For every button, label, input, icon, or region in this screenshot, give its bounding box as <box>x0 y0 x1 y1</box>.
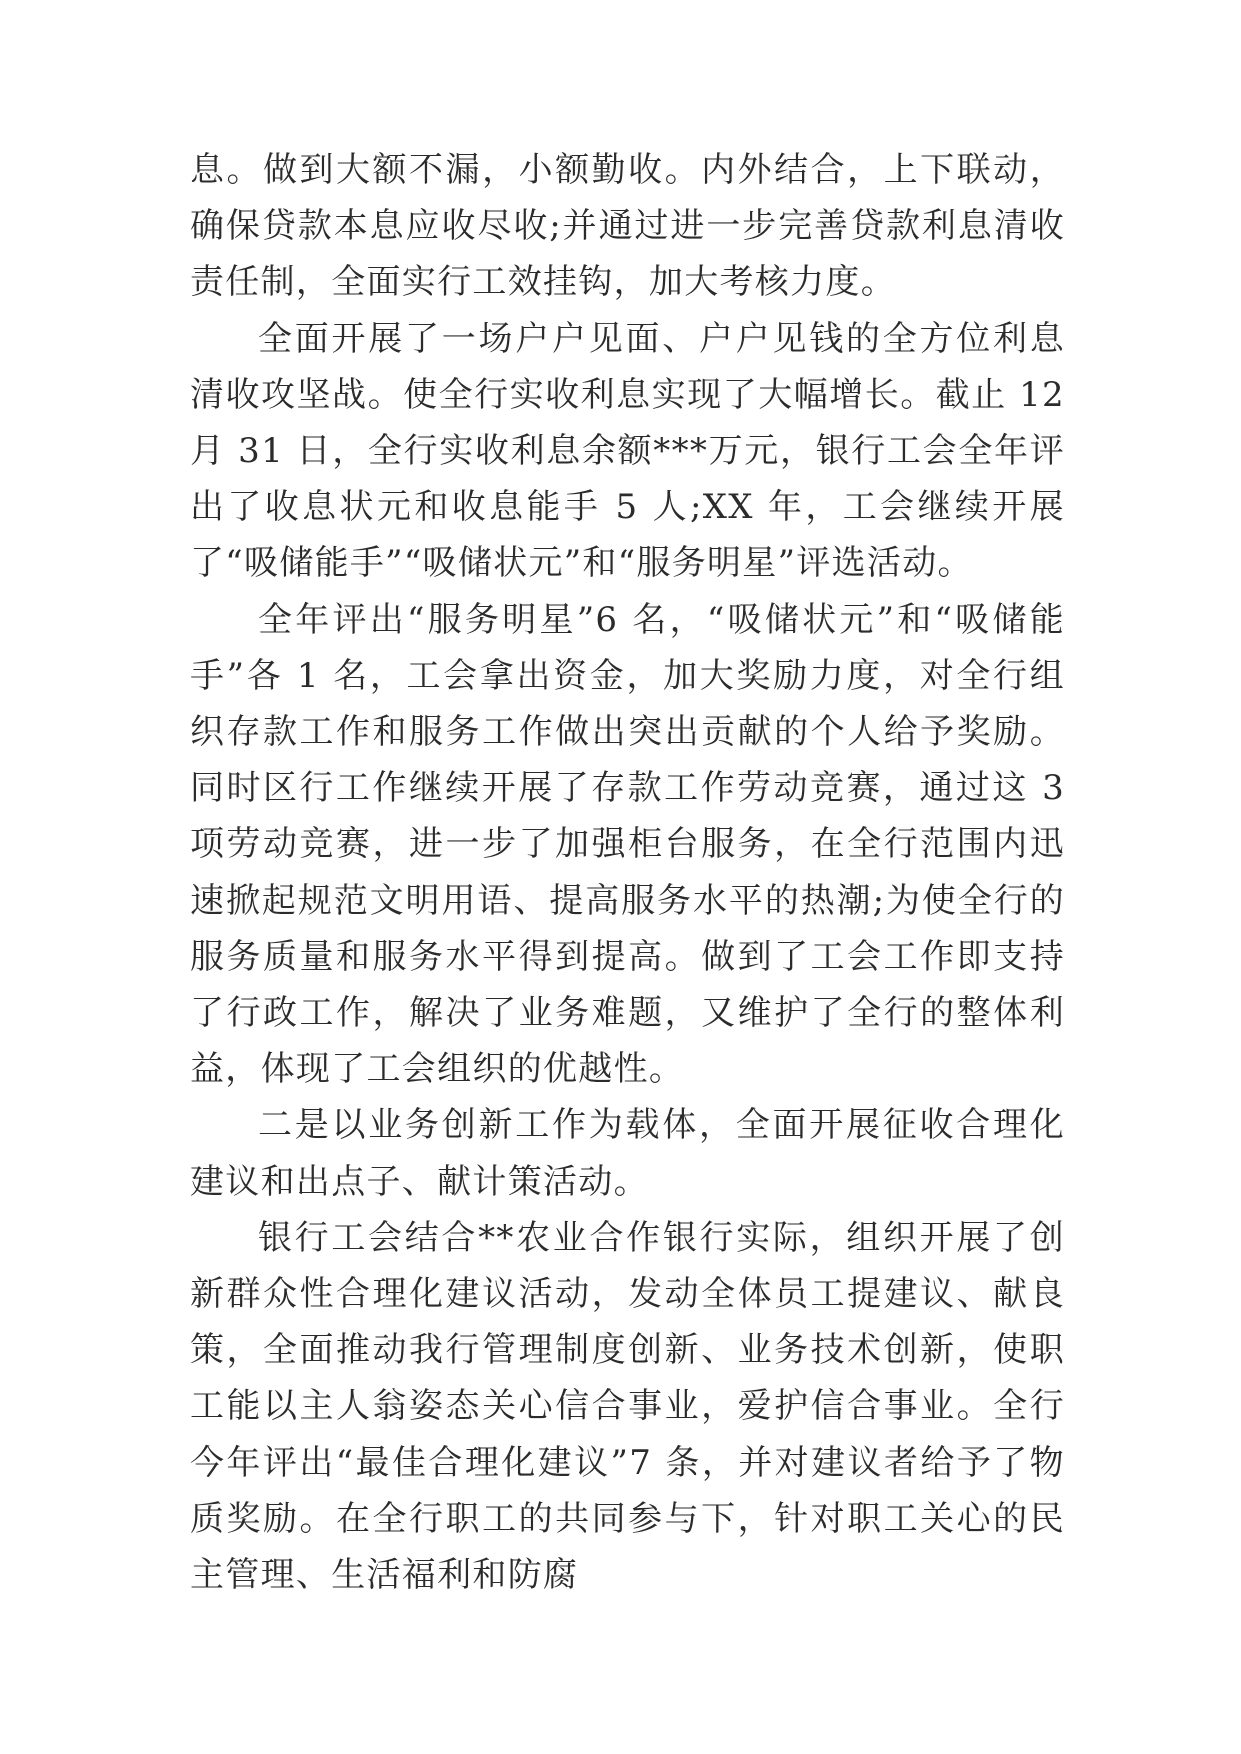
paragraph-5: 银行工会结合**农业合作银行实际，组织开展了创新群众性合理化建议活动，发动全体员工提建议、献良策，全面推动我行管理制度创新、业务技术创新，使职工能以主人翁姿态关心信合事业，爱护信合事业。全行今年评出“最佳合理化建议”7 条，并对建议者给予了物质奖励。在全行职工的共同参与下，针对职工关心的民主管理、生活福利和防腐 <box>190 1217 1065 1596</box>
paragraph-2: 全面开展了一场户户见面、户户见钱的全方位利息清收攻坚战。使全行实收利息实现了大幅增长。截止 12 月 31 日，全行实收利息余额***万元，银行工会全年评出了收息状元和收息能手 5 人;XX 年，工会继续开展了“吸储能手”“吸储状元”和“服务明星”评选活动。 <box>190 318 1065 584</box>
paragraph-1: 息。做到大额不漏，小额勤收。内外结合，上下联动，确保贷款本息应收尽收;并通过进一步完善贷款利息清收责任制，全面实行工效挂钩，加大考核力度。 <box>190 150 1065 303</box>
body-text <box>190 142 1065 1603</box>
paragraph-3: 全年评出“服务明星”6 名，“吸储状元”和“吸储能手”各 1 名，工会拿出资金，加大奖励力度，对全行组织存款工作和服务工作做出突出贡献的个人给予奖励。同时区行工作继续开展了存款工作劳动竞赛，通过这 3 项劳动竞赛，进一步了加强柜台服务，在全行范围内迅速掀起规范文明用语、提高服务水平的热潮;为使全行的服务质量和服务水平得到提高。做到了工会工作即支持了行政工作，解决了业务难题，又维护了全行的整体利益，体现了工会组织的优越性。 <box>190 599 1065 1090</box>
paragraph-4: 二是以业务创新工作为载体，全面开展征收合理化建议和出点子、献计策活动。 <box>190 1105 1065 1202</box>
